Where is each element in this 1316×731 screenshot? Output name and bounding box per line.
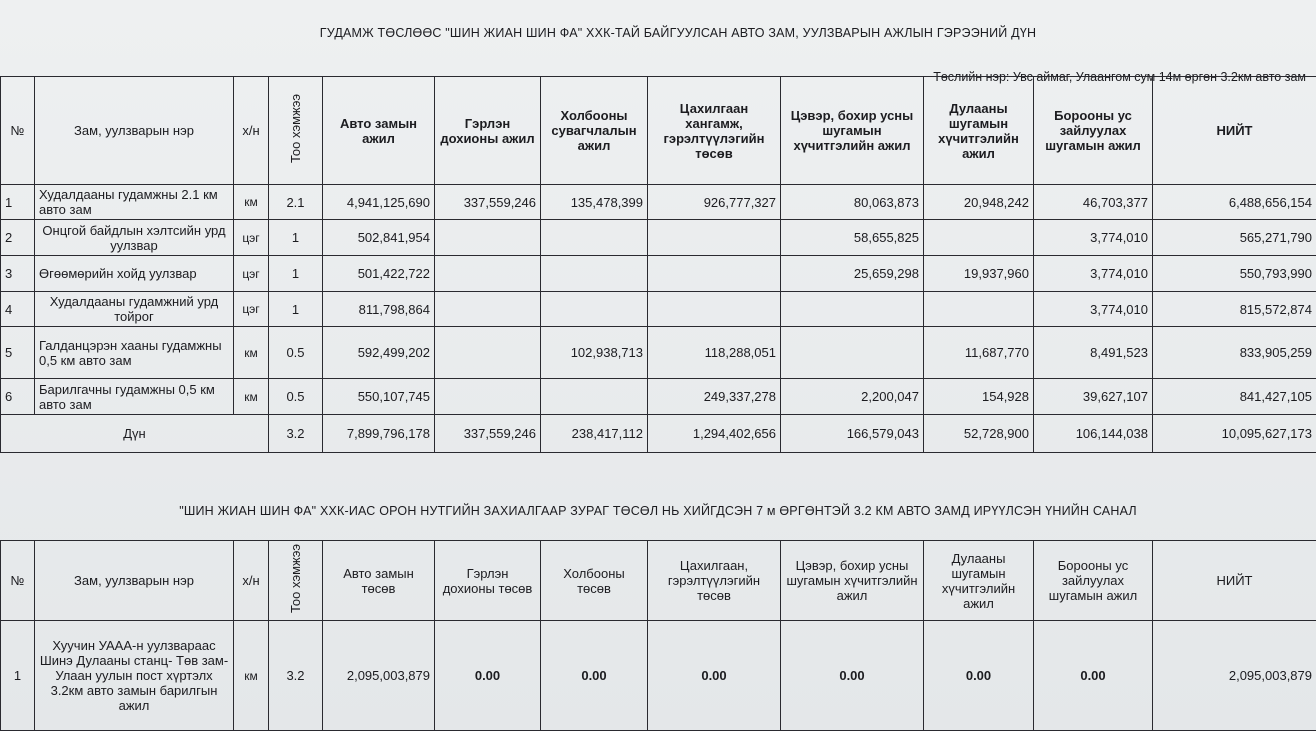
summary-label: Дүн [1,415,269,453]
row-name: Худалдааны гудамжны 2.1 км авто зам [35,185,234,220]
row-no: 4 [1,292,35,327]
row-total: 6,488,656,154 [1153,185,1316,220]
row-heat: 20,948,242 [924,185,1034,220]
summary-total: 10,095,627,173 [1153,415,1316,453]
row-name: Галданцэрэн хааны гудамжны 0,5 км авто зам [35,327,234,379]
offer-table [0,540,1316,731]
row-storm: 0.00 [1034,621,1153,731]
row-water: 58,655,825 [781,220,924,256]
row-no: 3 [1,256,35,292]
row-power [648,256,781,292]
row-unit: цэг [234,256,269,292]
row-name: Худалдааны гудамжний урд тойрог [35,292,234,327]
row-heat [924,292,1034,327]
row-light [435,220,541,256]
row-road: 2,095,003,879 [323,621,435,731]
row-light: 337,559,246 [435,185,541,220]
row-unit: цэг [234,292,269,327]
header-row [1,77,1316,185]
row-comm [541,292,648,327]
contract-table [0,76,1316,453]
row-heat [924,220,1034,256]
row-no: 1 [1,621,35,731]
summary-qty: 3.2 [269,415,323,453]
row-water [781,327,924,379]
table-row [1,220,1316,256]
row-light [435,256,541,292]
row-comm: 102,938,713 [541,327,648,379]
col-total: НИЙТ [1153,77,1316,185]
table-row [1,185,1316,220]
col-qty [269,541,323,621]
col-power: Цахилгаан хангамж, гэрэлтүүлэгийн төсөв [648,77,781,185]
col-road: Авто замын ажил [323,77,435,185]
row-storm: 39,627,107 [1034,379,1153,415]
row-name: Онцгой байдлын хэлтсийн урд уулзвар [35,220,234,256]
col-light: Гэрлэн дохионы ажил [435,77,541,185]
row-power [648,220,781,256]
row-comm [541,220,648,256]
table-row [1,379,1316,415]
row-road: 502,841,954 [323,220,435,256]
col-heat: Дулааны шугамын хүчитгэлийн ажил [924,541,1034,621]
row-storm: 8,491,523 [1034,327,1153,379]
summary-power: 1,294,402,656 [648,415,781,453]
row-light [435,327,541,379]
row-qty: 1 [269,292,323,327]
row-total: 550,793,990 [1153,256,1316,292]
col-road: Авто замын төсөв [323,541,435,621]
row-unit: км [234,185,269,220]
col-no: № [1,77,35,185]
row-comm: 0.00 [541,621,648,731]
row-power: 249,337,278 [648,379,781,415]
row-water: 0.00 [781,621,924,731]
row-light [435,379,541,415]
col-name: Зам, уулзварын нэр [35,77,234,185]
summary-heat: 52,728,900 [924,415,1034,453]
row-unit: цэг [234,220,269,256]
col-water: Цэвэр, бохир усны шугамын хүчитгэлийн ажил [781,77,924,185]
row-heat: 154,928 [924,379,1034,415]
col-qty-label: Тоо хэмжээ [288,94,303,164]
row-heat: 11,687,770 [924,327,1034,379]
row-unit: км [234,621,269,731]
col-unit: х/н [234,541,269,621]
table-row [1,292,1316,327]
row-power: 926,777,327 [648,185,781,220]
col-comm: Холбооны сувагчлалын ажил [541,77,648,185]
table-row [1,621,1316,731]
col-total: НИЙТ [1153,541,1316,621]
row-water: 2,200,047 [781,379,924,415]
row-storm: 3,774,010 [1034,292,1153,327]
header-row [1,541,1316,621]
table-row [1,327,1316,379]
row-no: 2 [1,220,35,256]
row-light: 0.00 [435,621,541,731]
row-qty: 1 [269,220,323,256]
row-total: 2,095,003,879 [1153,621,1316,731]
col-qty [269,77,323,185]
row-power [648,292,781,327]
row-qty: 3.2 [269,621,323,731]
row-unit: км [234,327,269,379]
row-heat: 0.00 [924,621,1034,731]
row-qty: 1 [269,256,323,292]
summary-comm: 238,417,112 [541,415,648,453]
col-storm: Борооны ус зайлуулах шугамын ажил [1034,541,1153,621]
summary-storm: 106,144,038 [1034,415,1153,453]
summary-light: 337,559,246 [435,415,541,453]
row-total: 833,905,259 [1153,327,1316,379]
row-storm: 46,703,377 [1034,185,1153,220]
summary-water: 166,579,043 [781,415,924,453]
row-road: 550,107,745 [323,379,435,415]
col-light: Гэрлэн дохионы төсөв [435,541,541,621]
row-comm [541,256,648,292]
col-power: Цахилгаан, гэрэлтүүлэгийн төсөв [648,541,781,621]
row-qty: 0.5 [269,327,323,379]
row-no: 1 [1,185,35,220]
col-comm: Холбооны төсөв [541,541,648,621]
row-power: 118,288,051 [648,327,781,379]
row-name: Хуучин УААА-н уулзвараас Шинэ Дулааны станц- Төв зам- Улаан уулын пост хүртэлх 3.2км авто замын барилгын ажил [35,621,234,731]
row-comm [541,379,648,415]
row-light [435,292,541,327]
row-storm: 3,774,010 [1034,220,1153,256]
row-no: 5 [1,327,35,379]
col-water: Цэвэр, бохир усны шугамын хүчитгэлийн ажил [781,541,924,621]
row-total: 815,572,874 [1153,292,1316,327]
row-water: 80,063,873 [781,185,924,220]
summary-road: 7,899,796,178 [323,415,435,453]
project-name: Төслийн нэр: Увс аймаг, Улаангом сум 14м өргөн 3.2км авто зам [933,70,1306,84]
col-no: № [1,541,35,621]
offer-title: "ШИН ЖИАН ШИН ФА" ХХК-ИАС ОРОН НУТГИЙН ЗАХИАЛГААР ЗУРАГ ТӨСӨЛ НЬ ХИЙГДСЭН 7 м ӨРГӨНТЭЙ 3.2 КМ АВТО ЗАМД ИРҮҮЛСЭН ҮНИЙН САНАЛ [179,504,1137,518]
col-name: Зам, уулзварын нэр [35,541,234,621]
row-unit: км [234,379,269,415]
row-road: 501,422,722 [323,256,435,292]
row-road: 4,941,125,690 [323,185,435,220]
row-name: Барилгачны гудамжны 0,5 км авто зам [35,379,234,415]
row-power: 0.00 [648,621,781,731]
col-storm: Борооны ус зайлуулах шугамын ажил [1034,77,1153,185]
row-water: 25,659,298 [781,256,924,292]
row-qty: 0.5 [269,379,323,415]
row-no: 6 [1,379,35,415]
contract-title: ГУДАМЖ ТӨСЛӨӨС "ШИН ЖИАН ШИН ФА" ХХК-ТАЙ БАЙГУУЛСАН АВТО ЗАМ, УУЛЗВАРЫН АЖЛЫН ГЭРЭЭНИЙ ДҮН [319,26,1037,40]
col-qty-label: Тоо хэмжээ [288,544,303,614]
row-road: 811,798,864 [323,292,435,327]
col-heat: Дулааны шугамын хүчитгэлийн ажил [924,77,1034,185]
row-comm: 135,478,399 [541,185,648,220]
row-qty: 2.1 [269,185,323,220]
summary-row [1,415,1316,453]
row-heat: 19,937,960 [924,256,1034,292]
row-name: Өгөөмөрийн хойд уулзвар [35,256,234,292]
row-storm: 3,774,010 [1034,256,1153,292]
row-total: 565,271,790 [1153,220,1316,256]
col-unit: х/н [234,77,269,185]
table-row [1,256,1316,292]
row-road: 592,499,202 [323,327,435,379]
row-water [781,292,924,327]
row-total: 841,427,105 [1153,379,1316,415]
